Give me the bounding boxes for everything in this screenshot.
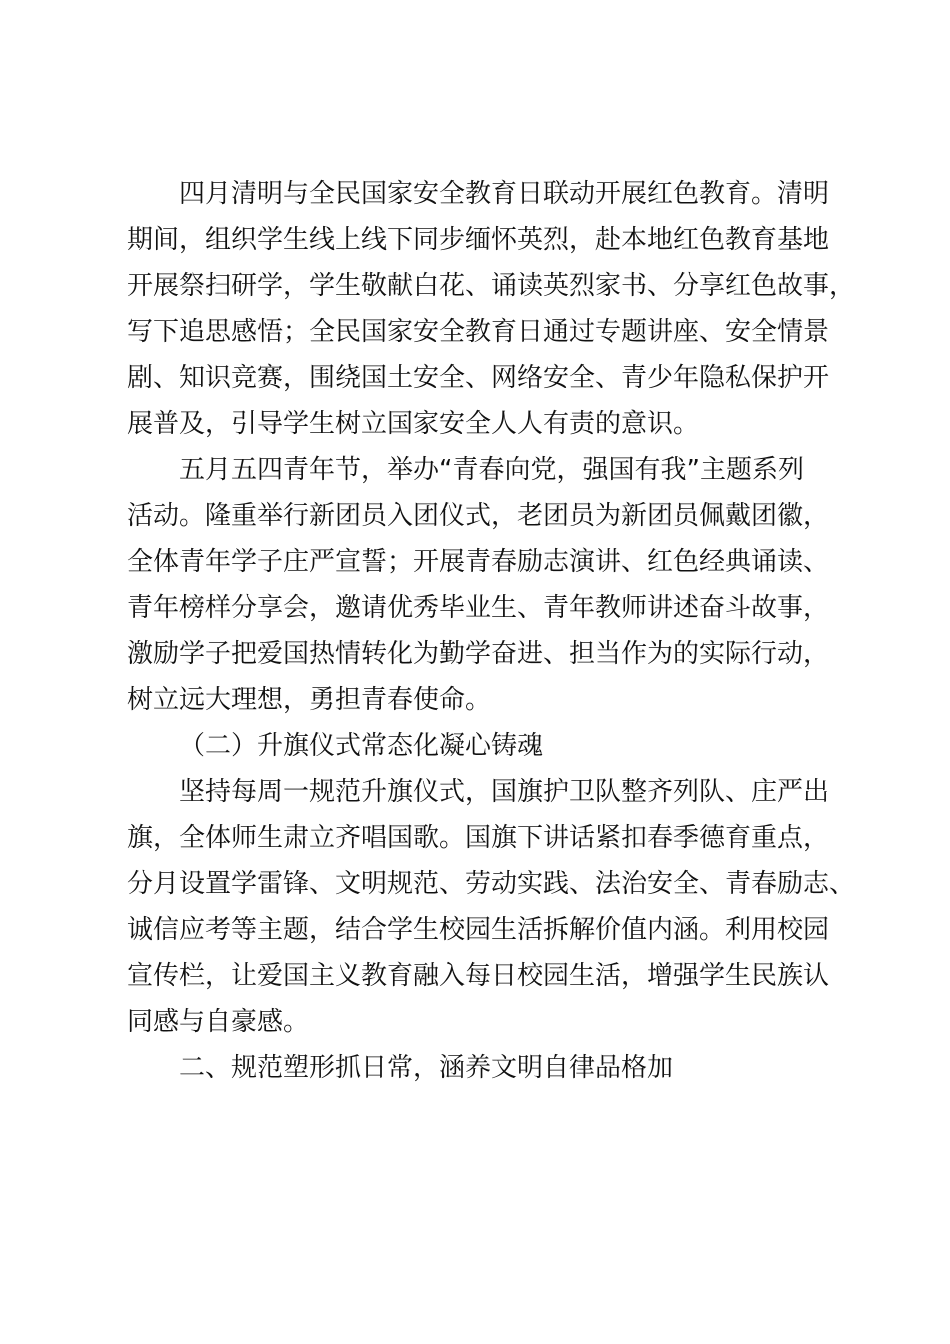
text-line: 激励学子把爱国热情转化为勤学奋进、担当作为的实际行动，: [127, 639, 830, 669]
text-line: 全体青年学子庄严宣誓；开展青春励志演讲、红色经典诵读、: [127, 547, 830, 577]
text-line: 期间，组织学生线上线下同步缅怀英烈，赴本地红色教育基地: [127, 225, 830, 255]
text-line: 同感与自豪感。: [127, 1007, 310, 1037]
text-line: 展普及，引导学生树立国家安全人人有责的意识。: [127, 409, 700, 439]
subheading-line: （二）升旗仪式常态化凝心铸魂: [179, 731, 544, 761]
text-line: 四月清明与全民国家安全教育日联动开展红色教育。清明: [179, 179, 830, 209]
text-line: 写下追思感悟；全民国家安全教育日通过专题讲座、安全情景: [127, 317, 830, 347]
text-line: 五月五四青年节，举办“青春向党，强国有我”主题系列: [179, 455, 804, 485]
paragraph-youth-day: [127, 447, 857, 723]
text-line: 剧、知识竞赛，围绕国土安全、网络安全、青少年隐私保护开: [127, 363, 830, 393]
text-line: 诚信应考等主题，结合学生校园生活拆解价值内涵。利用校园: [127, 915, 830, 945]
paragraph-qingming: [127, 171, 857, 447]
text-line: 开展祭扫研学，学生敬献白花、诵读英烈家书、分享红色故事，: [127, 271, 856, 301]
document-body: [127, 171, 857, 1091]
text-line: 分月设置学雷锋、文明规范、劳动实践、法治安全、青春励志、: [127, 869, 856, 899]
section-heading-standards: [127, 1045, 857, 1091]
heading-line: 二、规范塑形抓日常，涵养文明自律品格加: [179, 1053, 674, 1083]
text-line: 树立远大理想，勇担青春使命。: [127, 685, 492, 715]
text-line: 宣传栏，让爱国主义教育融入每日校园生活，增强学生民族认: [127, 961, 830, 991]
text-line: 青年榜样分享会，邀请优秀毕业生、青年教师讲述奋斗故事，: [127, 593, 830, 623]
section-heading-flag-ceremony: [127, 723, 857, 769]
text-line: 旗，全体师生肃立齐唱国歌。国旗下讲话紧扣春季德育重点，: [127, 823, 830, 853]
text-line: 坚持每周一规范升旗仪式，国旗护卫队整齐列队、庄严出: [179, 777, 830, 807]
text-line: 活动。隆重举行新团员入团仪式，老团员为新团员佩戴团徽，: [127, 501, 830, 531]
paragraph-flag-ceremony: [127, 769, 857, 1045]
